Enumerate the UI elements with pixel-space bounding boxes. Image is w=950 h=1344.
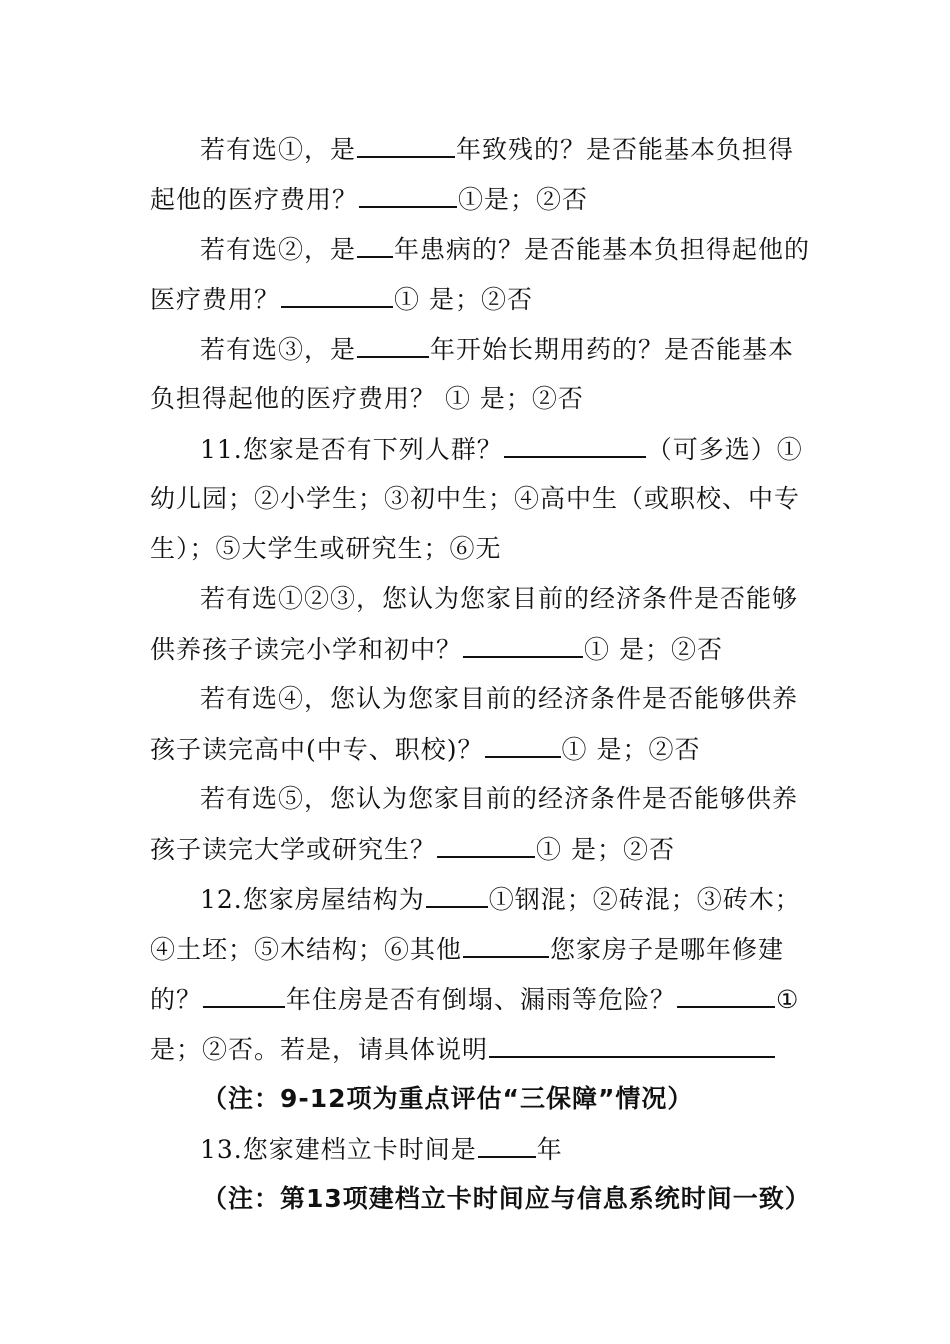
text-line: 的？ 年住房是否有倒塌、漏雨等危险？ ① [150,982,800,1017]
text-line: 若有选①②③，您认为您家目前的经济条件是否能够 [200,584,799,613]
text-line: 孩子读完高中(中专、职校)？ ① 是；②否 [150,732,800,767]
text-line: 幼儿园；②小学生；③初中生；④高中生（或职校、中专 [150,484,801,513]
text-line: 若有选②，是 年患病的？是否能基本负担得起他的 [200,232,850,267]
fill-blank[interactable] [357,332,429,358]
fill-blank[interactable] [359,182,457,208]
text-line: 若有选⑤，您认为您家目前的经济条件是否能够供养 [200,784,799,813]
text-line: 起他的医疗费用？ ①是；②否 [150,182,800,217]
fill-blank[interactable] [357,132,455,158]
question-12: 12.您家房屋结构为 ①钢混；②砖混；③砖木； [200,882,850,917]
note-13: （注：第13项建档立卡时间应与信息系统时间一致） [202,1184,811,1213]
text-line: 若有选③，是 年开始长期用药的？是否能基本 [200,332,850,367]
fill-blank[interactable] [489,1032,775,1058]
question-11: 11.您家是否有下列人群？ （可多选）① [200,432,850,467]
text-line: 若有选④，您认为您家目前的经济条件是否能够供养 [200,684,799,713]
fill-blank[interactable] [504,432,646,458]
text-line: 生）；⑤大学生或研究生；⑥无 [150,534,502,563]
text-line: 供养孩子读完小学和初中？ ① 是；②否 [150,632,800,667]
note-9-12: （注：9-12项为重点评估“三保障”情况） [202,1084,694,1113]
text-line: 是；②否。若是，请具体说明 [150,1032,800,1067]
question-13: 13.您家建档立卡时间是 年 [200,1132,850,1167]
fill-blank[interactable] [203,982,285,1008]
fill-blank[interactable] [485,732,561,758]
text-line: 若有选①，是 年致残的？是否能基本负担得 [200,132,850,167]
fill-blank[interactable] [426,882,488,908]
fill-blank[interactable] [677,982,775,1008]
fill-blank[interactable] [357,232,393,258]
text-line: 负担得起他的医疗费用？ ① 是；②否 [150,384,584,413]
fill-blank[interactable] [463,632,583,658]
fill-blank[interactable] [437,832,535,858]
fill-blank[interactable] [463,932,549,958]
text-line: ④土坯；⑤木结构；⑥其他 您家房子是哪年修建 [150,932,800,967]
text-line: 孩子读完大学或研究生？ ① 是；②否 [150,832,800,867]
fill-blank[interactable] [281,282,393,308]
fill-blank[interactable] [478,1132,536,1158]
text-line: 医疗费用？ ① 是；②否 [150,282,800,317]
